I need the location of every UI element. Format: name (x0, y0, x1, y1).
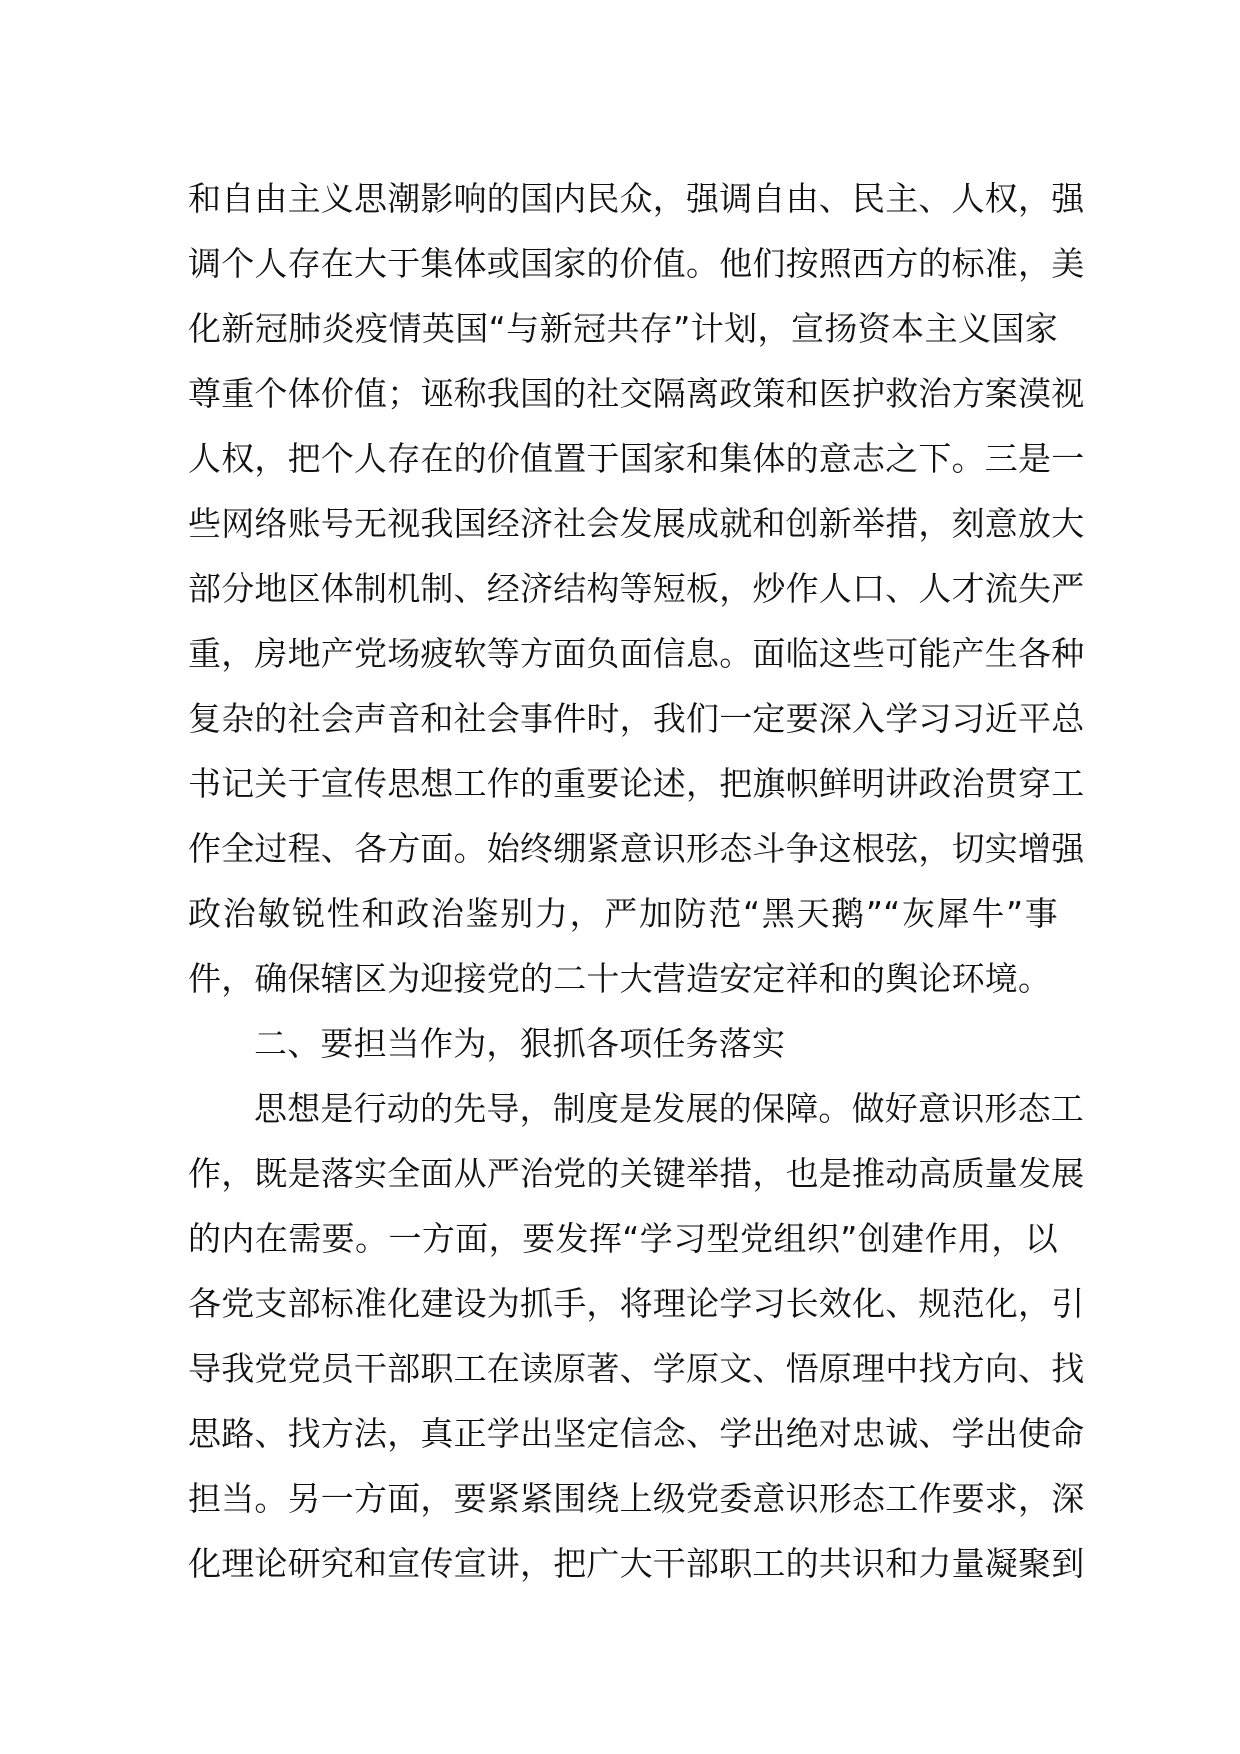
body-line-10: 书记关于宣传思想工作的重要论述，把旗帜鲜明讲政治贯穿工 (188, 764, 1085, 803)
body-line-18: 各党支部标准化建设为抓手，将理论学习长效化、规范化，引 (188, 1284, 1085, 1323)
section-heading: 二、要担当作为，狠抓各项任务落实 (254, 1024, 786, 1063)
body-line-19: 导我党党员干部职工在读原著、学原文、悟原理中找方向、找 (188, 1349, 1085, 1388)
body-line-8: 重，房地产党场疲软等方面负面信息。面临这些可能产生各种 (188, 634, 1085, 673)
body-line-13: 件，确保辖区为迎接党的二十大营造安定祥和的舆论环境。 (188, 959, 1052, 998)
body-line-6: 些网络账号无视我国经济社会发展成就和创新举措，刻意放大 (188, 504, 1085, 543)
body-line-21: 担当。另一方面，要紧紧围绕上级党委意识形态工作要求，深 (188, 1479, 1085, 1518)
body-line-15: 思想是行动的先导，制度是发展的保障。做好意识形态工 (254, 1089, 1084, 1128)
body-line-1: 和自由主义思潮影响的国内民众，强调自由、民主、人权，强 (188, 179, 1085, 218)
body-line-11: 作全过程、各方面。始终绷紧意识形态斗争这根弦，切实增强 (188, 829, 1085, 868)
document-body (188, 166, 1085, 1596)
body-line-17: 的内在需要。一方面，要发挥“学习型党组织”创建作用，以 (188, 1219, 1058, 1258)
body-line-3: 化新冠肺炎疫情英国“与新冠共存”计划，宣扬资本主义国家 (188, 309, 1058, 348)
body-line-9: 复杂的社会声音和社会事件时，我们一定要深入学习习近平总 (188, 699, 1085, 738)
body-line-22: 化理论研究和宣传宣讲，把广大干部职工的共识和力量凝聚到 (188, 1544, 1085, 1583)
body-line-2: 调个人存在大于集体或国家的价值。他们按照西方的标准，美 (188, 244, 1085, 283)
body-line-5: 人权，把个人存在的价值置于国家和集体的意志之下。三是一 (188, 439, 1085, 478)
body-line-7: 部分地区体制机制、经济结构等短板，炒作人口、人才流失严 (188, 569, 1085, 608)
body-line-4: 尊重个体价值；诬称我国的社交隔离政策和医护救治方案漠视 (188, 374, 1085, 413)
body-line-16: 作，既是落实全面从严治党的关键举措，也是推动高质量发展 (188, 1154, 1085, 1193)
body-line-12: 政治敏锐性和政治鉴别力，严加防范“黑天鹅”“灰犀牛”事 (188, 894, 1058, 933)
body-line-20: 思路、找方法，真正学出坚定信念、学出绝对忠诚、学出使命 (188, 1414, 1085, 1453)
